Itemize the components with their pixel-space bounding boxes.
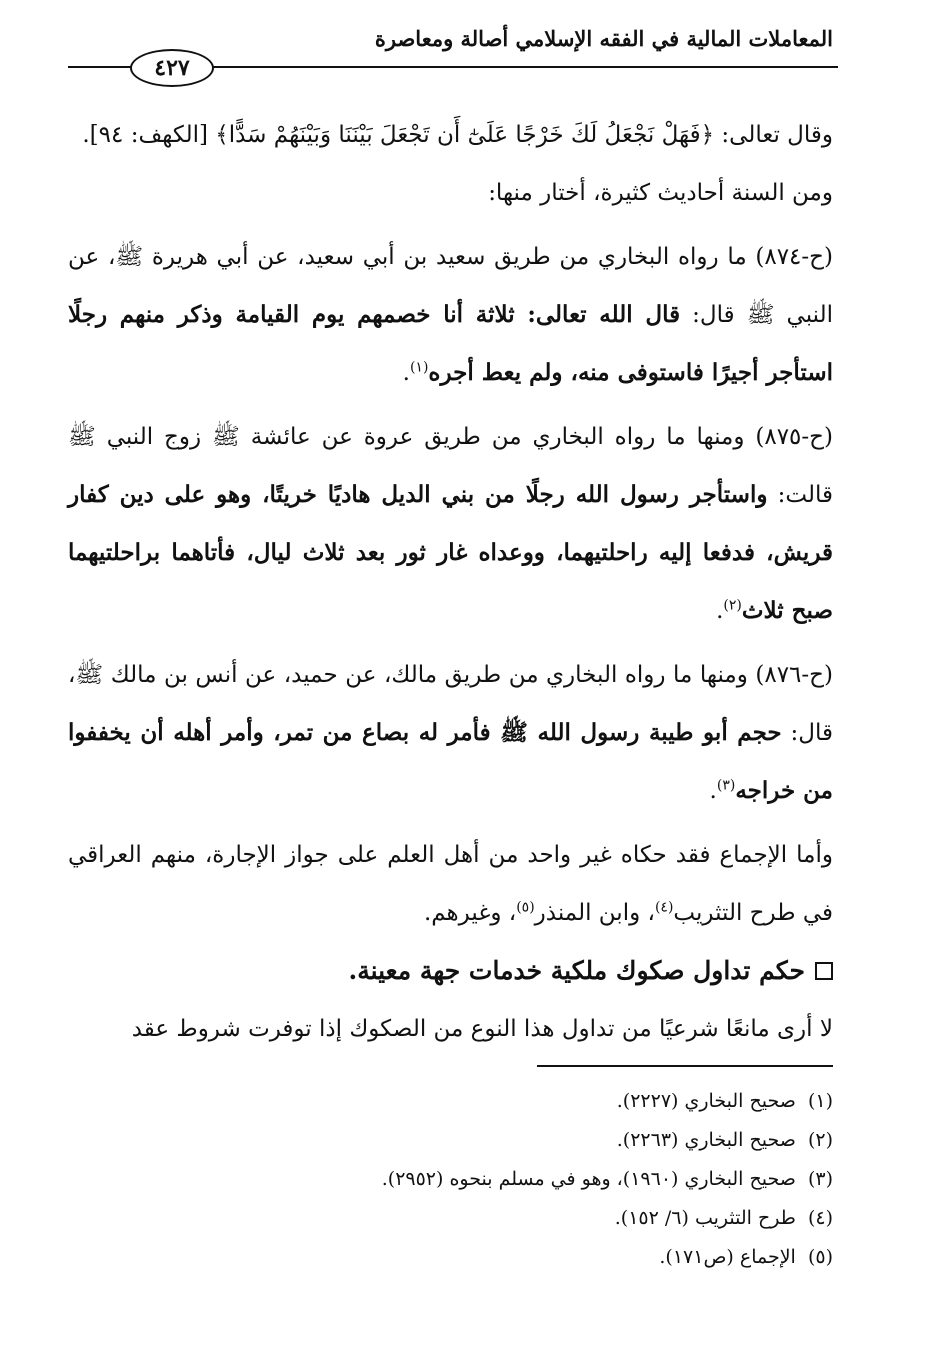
hadith-874-text: قال الله تعالى: ثلاثة أنا خصمهم يوم القيامة وذكر منهم رجلًا استأجر أجيرًا فاستوفى منه، ولم يعط أجره: [68, 301, 833, 386]
square-bullet-icon: [815, 962, 833, 980]
footnote-text: صحيح البخاري (٢٢٢٧).: [616, 1090, 796, 1112]
footnote-number: (١): [807, 1090, 833, 1112]
ijma-text-part1: وأما الإجماع فقد حكاه غير واحد من أهل العلم على جواز الإجارة، منهم العراقي في طرح التثريب: [68, 842, 833, 926]
footnote-divider: [537, 1065, 833, 1067]
ijma-text-part3: ، وغيرهم.: [423, 900, 517, 926]
hadith-876-paragraph: [68, 646, 833, 820]
footnote-number: (٣): [807, 1168, 833, 1190]
hadith-874-intro: (ح-٨٧٤) ما رواه البخاري من طريق سعيد بن أبي سعيد، عن أبي هريرة ﷺ، عن النبي ﷺ قال:: [68, 244, 833, 328]
footnote-text: الإجماع (ص١٧١).: [659, 1246, 796, 1268]
footnote-number: (٢): [807, 1129, 833, 1151]
hadith-874-end: .: [402, 360, 410, 386]
hadith-876-text: حجم أبو طيبة رسول الله ﷺ فأمر له بصاع من تمر، وأمر أهله أن يخففوا من خراجه: [68, 719, 833, 804]
footnote-ref-2: (٢): [723, 597, 742, 614]
hadith-875-end: .: [716, 598, 724, 624]
quran-verse-paragraph: وقال تعالى: ﴿فَهَلْ نَجْعَلُ لَكَ خَرْجًا عَلَىٰٓ أَن تَجْعَلَ بَيْنَنَا وَبَيْنَهُمْ سَدًّا﴾ [الكهف: ٩٤].: [82, 122, 833, 148]
hadith-876-end: .: [709, 778, 717, 804]
footnote-text: صحيح البخاري (١٩٦٠)، وهو في مسلم بنحوه (٢٩٥٢).: [381, 1168, 796, 1190]
footnotes: [68, 1082, 833, 1277]
footnote-ref-3: (٣): [716, 777, 736, 794]
footnote-number: (٥): [807, 1246, 833, 1268]
footnote-ref-4: (٤): [654, 899, 674, 916]
footnote-text: صحيح البخاري (٢٢٦٣).: [616, 1129, 796, 1151]
hadith-875-paragraph: [68, 408, 833, 640]
footnote-number: (٤): [807, 1207, 833, 1229]
footnote-item: [68, 1082, 833, 1121]
footnote-ref-5: (٥): [516, 899, 535, 916]
footnote-ref-1: (١): [409, 359, 429, 376]
hadith-874-paragraph: [68, 228, 833, 402]
hadith-875-text: واستأجر رسول الله رجلًا من بني الديل هاديًا خريتًا، وهو على دين كفار قريش، فدفعا إليه راحلتيهما، ووعداه غار ثور بعد ثلاث ليال، فأتاهما براحلتيهما صبح ثلاث: [68, 481, 833, 624]
page-number-badge: ٤٢٧: [130, 49, 214, 87]
sunnah-intro-paragraph: ومن السنة أحاديث كثيرة، أختار منها:: [488, 180, 833, 206]
section-first-line: لا أرى مانعًا شرعيًا من تداول هذا النوع من الصكوك إذا توفرت شروط عقد: [131, 1016, 833, 1042]
hadith-876-intro: (ح-٨٧٦) ومنها ما رواه البخاري من طريق مالك، عن حميد، عن أنس بن مالك ﷺ، قال:: [68, 662, 833, 746]
running-header-title: المعاملات المالية في الفقه الإسلامي أصالة ومعاصرة: [374, 26, 833, 51]
footnote-item: [68, 1238, 833, 1277]
hadith-875-intro: (ح-٨٧٥) ومنها ما رواه البخاري من طريق عروة عن عائشة ﷺ زوج النبي ﷺ قالت:: [68, 424, 834, 508]
main-text: [68, 106, 833, 1058]
footnote-text: طرح التثريب (٦/ ١٥٢).: [614, 1207, 796, 1229]
ijma-text-part2: ، وابن المنذر: [534, 900, 655, 926]
footnote-item: [68, 1121, 833, 1160]
ijma-paragraph: [68, 826, 833, 942]
section-heading-text: حكم تداول صكوك ملكية خدمات جهة معينة.: [348, 956, 805, 985]
footnote-item: [68, 1199, 833, 1238]
section-heading: [68, 942, 833, 1000]
footnote-item: [68, 1160, 833, 1199]
